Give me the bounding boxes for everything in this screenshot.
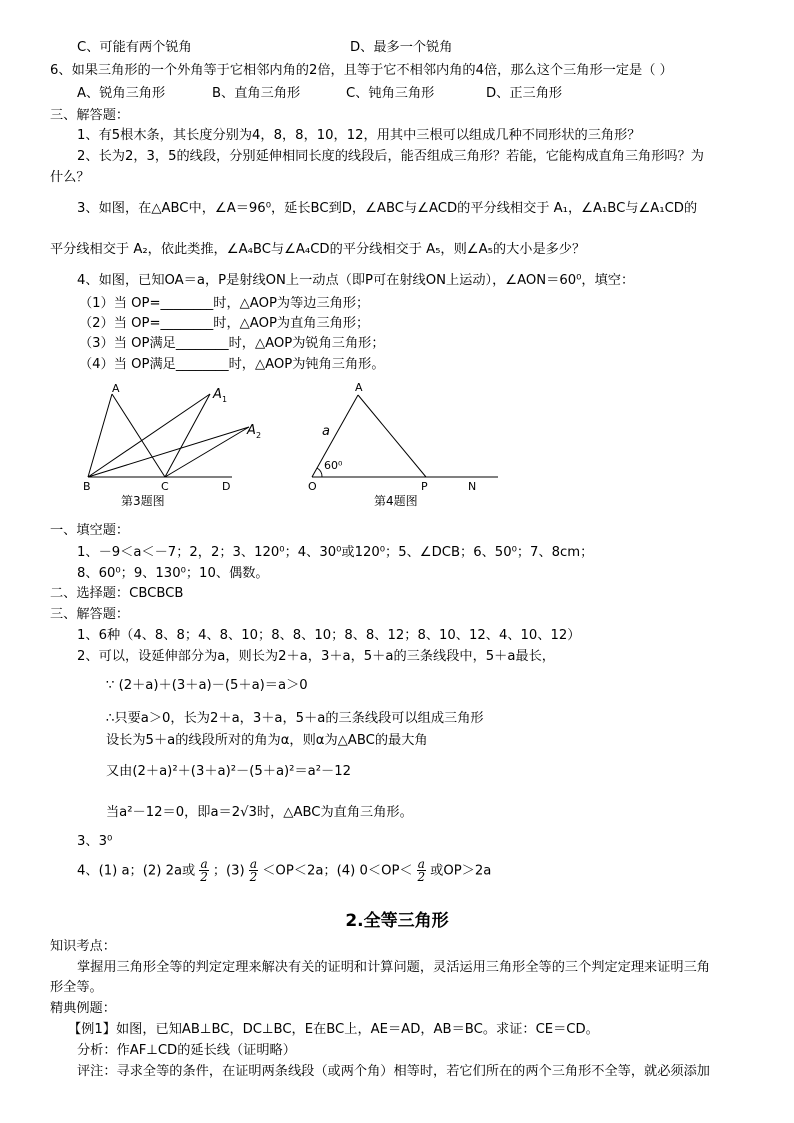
label-P: P bbox=[421, 480, 428, 493]
answers-fill-line1: 1、－9＜a＜－7；2，2；3、120⁰；4、30⁰或120⁰；5、∠DCB；6、50⁰；7、8cm； bbox=[77, 545, 594, 560]
q6-option-c: C、钝角三角形 bbox=[346, 86, 435, 101]
segment-AP bbox=[358, 395, 426, 477]
label-D: D bbox=[222, 480, 231, 493]
question-3-line2: 平分线相交于 A₂，依此类推，∠A₄BC与∠A₄CD的平分线相交于 A₅，则∠A₅的大小是多少？ bbox=[50, 242, 586, 257]
figure-3-caption: 第3题图 bbox=[121, 494, 165, 508]
label-60-degrees: 60⁰ bbox=[324, 459, 343, 472]
label-O: O bbox=[308, 480, 317, 493]
label-N: N bbox=[468, 480, 477, 493]
angle-arc bbox=[317, 468, 322, 477]
example-1-analysis: 分析：作AF⊥CD的延长线（证明略） bbox=[77, 1043, 296, 1058]
label-A1-sub: 1 bbox=[222, 395, 228, 404]
answer-4-mid2: ＜OP＜2a；(4) 0＜OP＜ bbox=[262, 863, 413, 879]
frac-numerator: a bbox=[249, 857, 258, 871]
label-A: A bbox=[112, 382, 120, 395]
heading-answer-questions: 三、解答题： bbox=[50, 108, 130, 123]
line-BA1 bbox=[88, 394, 210, 477]
answers-fill-line2: 8、60⁰；9、130⁰；10、偶数。 bbox=[77, 566, 269, 581]
frac-numerator: a bbox=[417, 857, 425, 871]
answer-2-line5: 又由(2＋a)²＋(3＋a)²－(5＋a)²＝a²－12 bbox=[106, 764, 351, 779]
question-2-line2: 什么？ bbox=[50, 170, 90, 185]
label-A2: A bbox=[247, 423, 256, 438]
q5-option-c: C、可能有两个锐角 bbox=[77, 40, 192, 55]
answer-2-line4: 设长为5＋a的线段所对的角为α，则α为△ABC的最大角 bbox=[106, 733, 428, 748]
answer-2-line6: 当a²－12＝0，即a＝2√3时，△ABC为直角三角形。 bbox=[106, 805, 413, 820]
q6-option-b: B、直角三角形 bbox=[212, 86, 301, 101]
answer-1: 1、6种（4、8、8；4、8、10；8、8、10；8、8、12；8、10、12、4、10、12） bbox=[77, 628, 581, 643]
q6-option-d: D、正三角形 bbox=[486, 86, 563, 101]
frac-numerator: a bbox=[200, 857, 208, 871]
label-a: a bbox=[322, 424, 330, 439]
answer-2-line3: ∴只要a＞0，长为2＋a，3＋a，5＋a的三条线段可以组成三角形 bbox=[106, 711, 484, 726]
fraction-a-over-2 bbox=[249, 858, 258, 883]
answer-4 bbox=[77, 858, 491, 885]
question-4-item-3: （3）当 OP满足________时，△AOP为锐角三角形； bbox=[79, 336, 385, 351]
label-B: B bbox=[83, 480, 91, 493]
knowledge-points-line1: 掌握用三角形全等的判定定理来解决有关的证明和计算问题，灵活运用三角形全等的三个判定定理来证明三角 bbox=[77, 960, 710, 975]
answer-4-mid1: ；(3) bbox=[212, 863, 245, 879]
examples-heading: 精典例题： bbox=[50, 1001, 116, 1016]
question-6: 6、如果三角形的一个外角等于它相邻内角的2倍，且等于它不相邻内角的4倍，那么这个三角形一定是（ ） bbox=[50, 63, 673, 78]
label-A1: A bbox=[213, 387, 222, 402]
line-AC bbox=[112, 394, 165, 477]
question-4-item-2: （2）当 OP=________时，△AOP为直角三角形； bbox=[79, 316, 370, 331]
fraction-a-over-2 bbox=[417, 858, 426, 883]
answer-4-prefix: 4、(1) a；(2) 2a或 bbox=[77, 863, 196, 879]
example-1-comment: 评注：寻求全等的条件，在证明两条线段（或两个角）相等时，若它们所在的两个三角形不全等，就必须添加 bbox=[77, 1064, 710, 1079]
fraction-a-over-2 bbox=[199, 858, 208, 883]
figure-4-caption: 第4题图 bbox=[374, 494, 418, 508]
example-1: 【例1】如图，已知AB⊥BC，DC⊥BC，E在BC上，AE＝AD，AB＝BC。求证：CE＝CD。 bbox=[68, 1022, 599, 1037]
answer-2-line2: ∵ (2＋a)＋(3＋a)－(5＋a)＝a＞0 bbox=[106, 678, 308, 693]
answers-choice: 二、选择题：CBCBCB bbox=[50, 586, 184, 601]
line-BA bbox=[88, 394, 112, 477]
answer-2-line1: 2、可以，设延伸部分为a，则长为2＋a，3＋a，5＋a的三条线段中，5＋a最长， bbox=[77, 649, 555, 664]
question-4-item-4: （4）当 OP满足________时，△AOP为钝角三角形。 bbox=[79, 357, 385, 372]
frac-denominator: 2 bbox=[200, 870, 208, 884]
question-3-line1: 3、如图，在△ABC中，∠A＝96⁰，延长BC到D，∠ABC与∠ACD的平分线相交于 A₁，∠A₁BC与∠A₁CD的 bbox=[77, 201, 698, 216]
q6-option-a: A、锐角三角形 bbox=[77, 86, 166, 101]
label-A2-sub: 2 bbox=[256, 431, 262, 440]
question-1: 1、有5根木条，其长度分别为4，8，8，10，12，用其中三根可以组成几种不同形状的三角形？ bbox=[77, 128, 641, 143]
label-A: A bbox=[355, 381, 363, 394]
answers-heading-fill: 一、填空题： bbox=[50, 523, 130, 538]
answer-3: 3、3⁰ bbox=[77, 834, 113, 849]
question-4-item-1: （1）当 OP=________时，△AOP为等边三角形； bbox=[79, 296, 370, 311]
line-CA1 bbox=[165, 394, 210, 477]
answer-4-suffix: 或OP＞2a bbox=[430, 863, 492, 879]
knowledge-points-line2: 形全等。 bbox=[50, 980, 103, 995]
question-4-intro: 4、如图，已知OA＝a，P是射线ON上一动点（即P可在射线ON上运动），∠AON＝60⁰，填空： bbox=[77, 273, 635, 288]
answers-heading-solve: 三、解答题： bbox=[50, 607, 130, 622]
q5-option-d: D、最多一个锐角 bbox=[350, 40, 453, 55]
frac-denominator: 2 bbox=[249, 870, 258, 884]
knowledge-points-heading: 知识考点： bbox=[50, 939, 116, 954]
frac-denominator: 2 bbox=[417, 870, 426, 884]
question-2-line1: 2、长为2，3，5的线段，分别延伸相同长度的线段后，能否组成三角形？若能，它能构成直角三角形吗？为 bbox=[77, 149, 704, 164]
figure-4 bbox=[300, 378, 510, 518]
line-CA2 bbox=[165, 427, 249, 477]
figure-3 bbox=[75, 378, 275, 518]
label-C: C bbox=[161, 480, 169, 493]
section-title: 2.全等三角形 bbox=[345, 911, 449, 931]
